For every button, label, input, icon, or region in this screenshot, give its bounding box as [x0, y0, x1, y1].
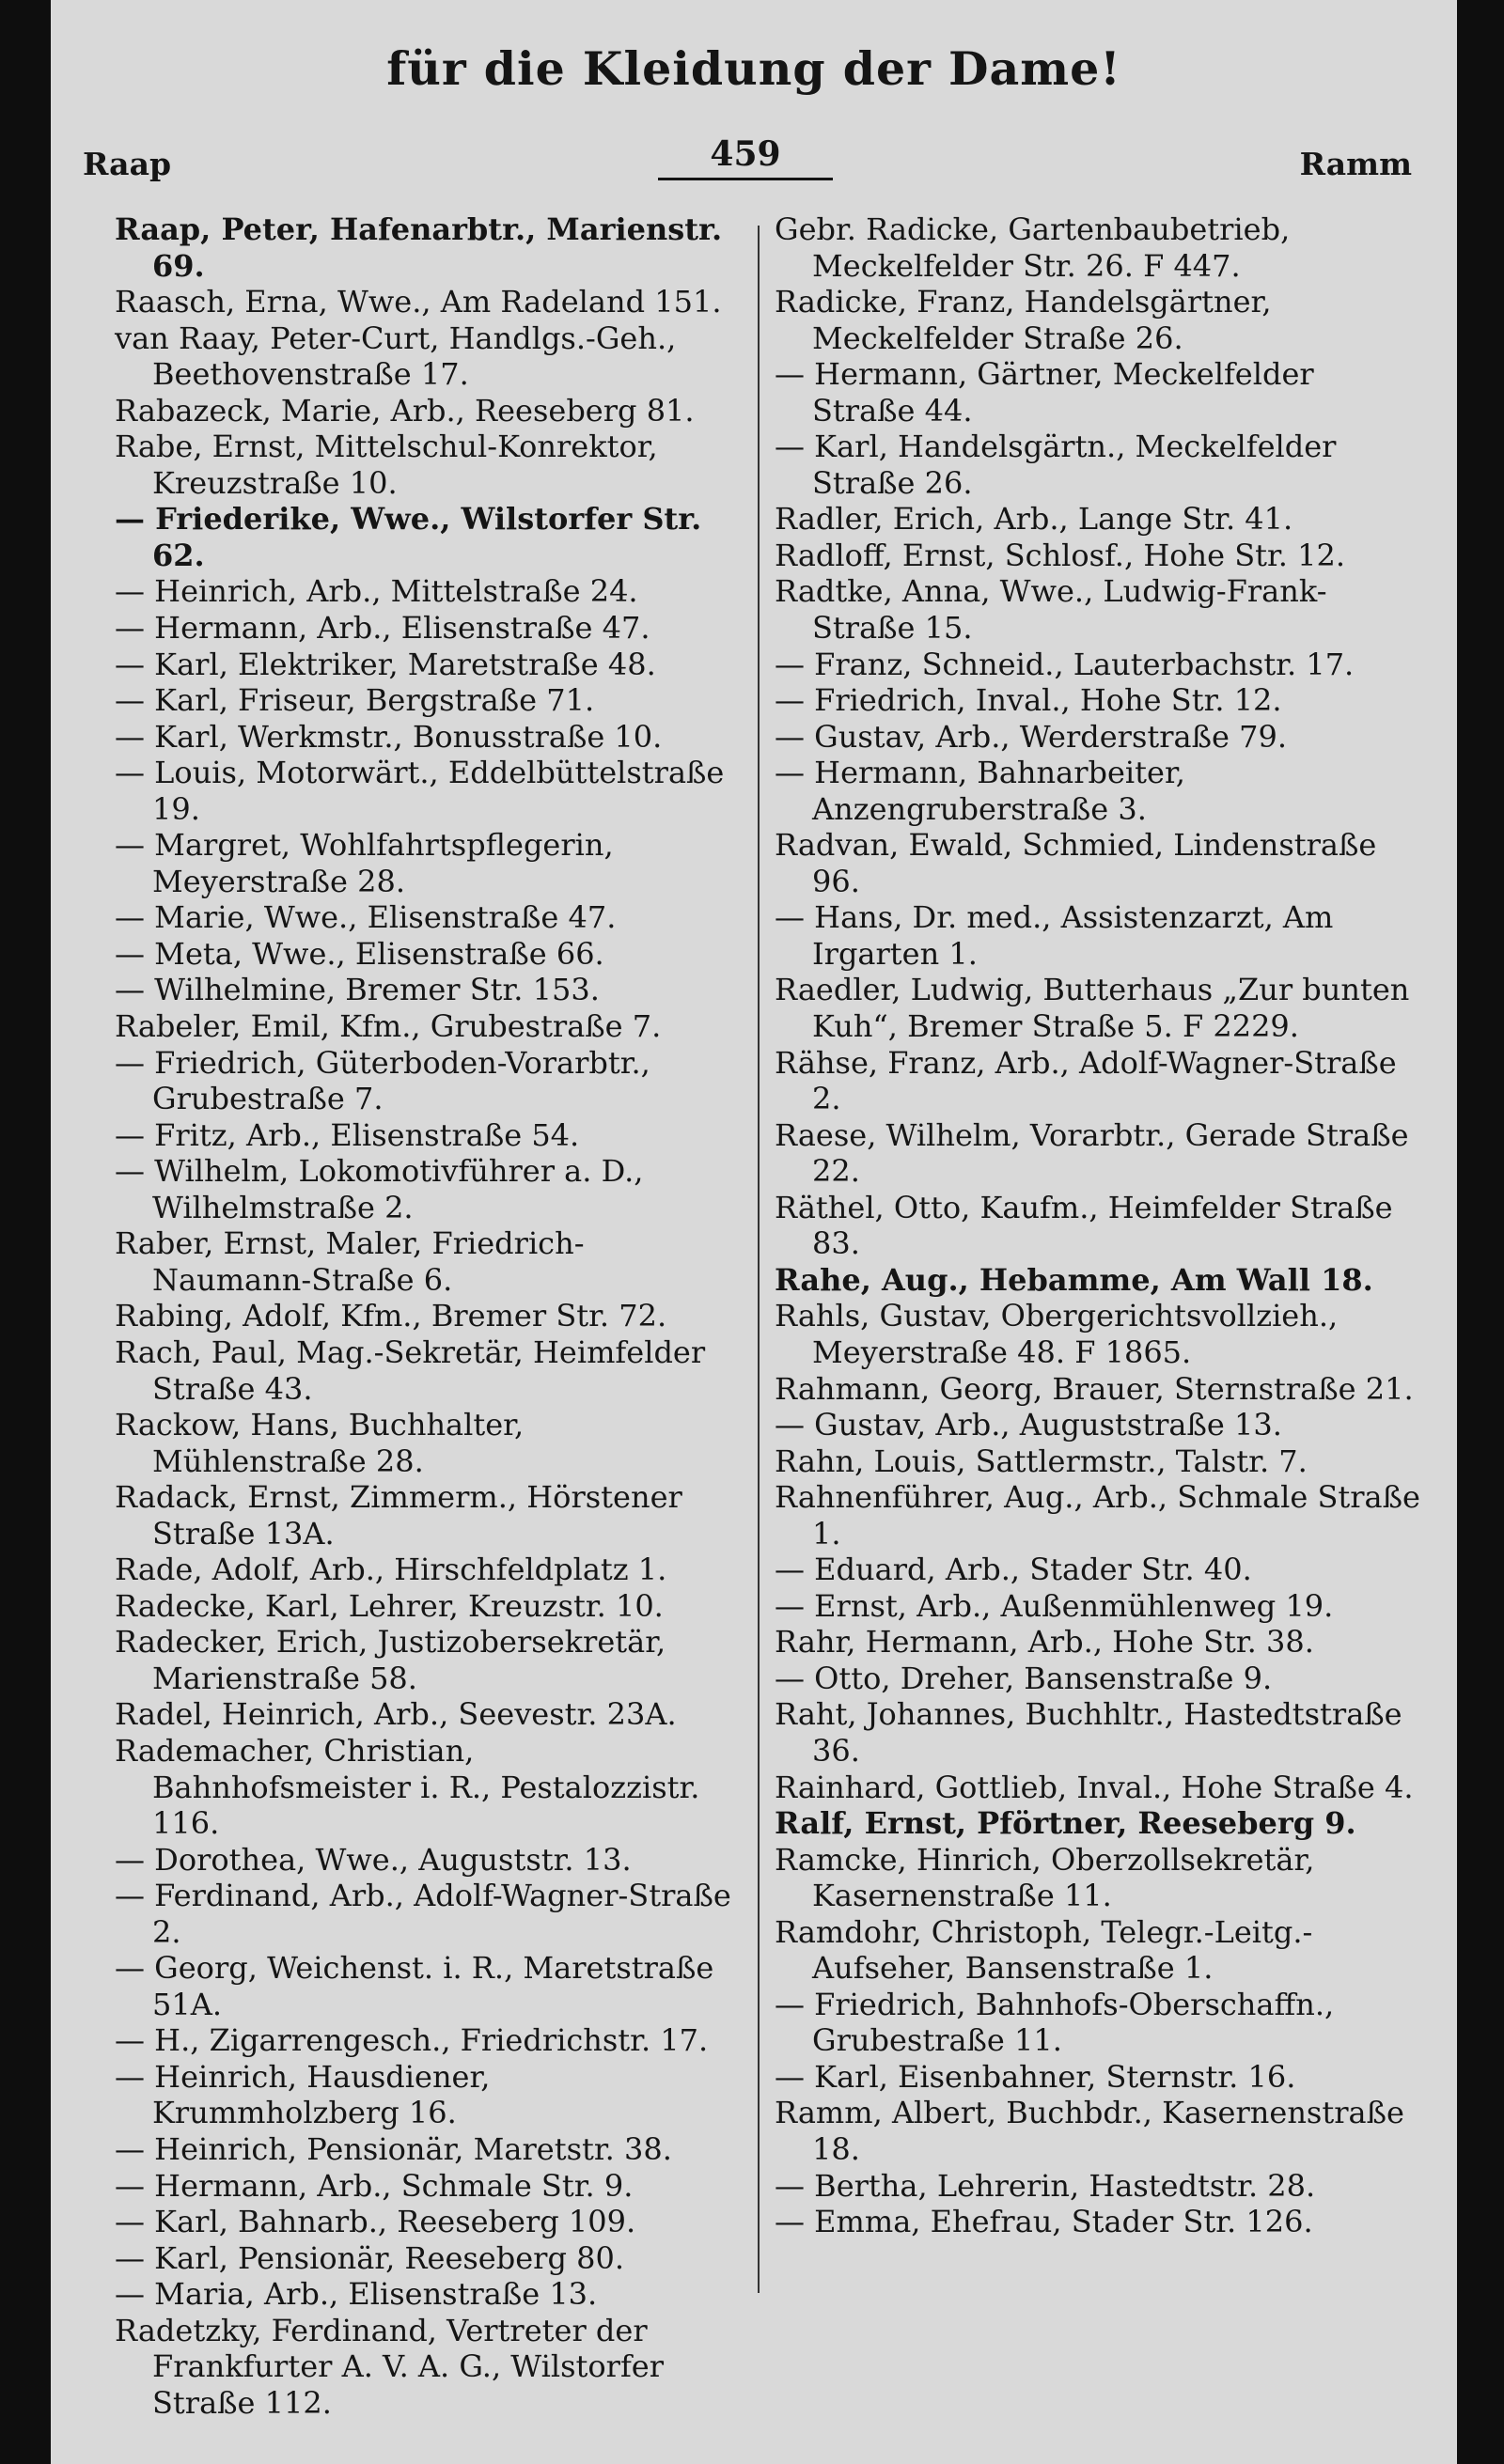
- directory-entry: van Raay, Peter-Curt, Handlgs.-Geh., Beethovenstraße 17.: [115, 320, 677, 393]
- directory-entry: Radler, Erich, Arb., Lange Str. 41.: [775, 501, 1293, 538]
- directory-entry: — Wilhelmine, Bremer Str. 153.: [115, 972, 600, 1008]
- directory-entry: — Hermann, Gärtner, Meckelfelder Straße 44.: [775, 356, 1314, 429]
- running-head-left: Raap: [83, 146, 172, 182]
- directory-entry: Radetzky, Ferdinand, Vertreter der Frankfurter A. V. A. G., Wilstorfer Straße 112.: [115, 2312, 665, 2421]
- directory-entry: Radicke, Franz, Handelsgärtner, Meckelfelder Straße 26.: [775, 284, 1272, 356]
- directory-entry: Ramm, Albert, Buchbdr., Kasernenstraße 18.: [775, 2095, 1404, 2167]
- directory-entry: — Bertha, Lehrerin, Hastedtstr. 28.: [775, 2167, 1316, 2204]
- directory-entry: Radecker, Erich, Justizobersekretär, Marienstraße 58.: [115, 1624, 666, 1696]
- directory-entry: Ralf, Ernst, Pförtner, Reeseberg 9.: [775, 1805, 1356, 1842]
- column-separator: [758, 226, 760, 2293]
- directory-entry: Rabing, Adolf, Kfm., Bremer Str. 72.: [115, 1298, 667, 1334]
- directory-entry: — Karl, Eisenbahner, Sternstr. 16.: [775, 2058, 1296, 2095]
- directory-entry: Rahnenführer, Aug., Arb., Schmale Straße 1.: [775, 1479, 1420, 1552]
- directory-entry: Rademacher, Christian, Bahnhofsmeister i. R., Pestalozzistr. 116.: [115, 1732, 700, 1842]
- running-head-right: Ramm: [1299, 146, 1412, 182]
- directory-entry: Radtke, Anna, Wwe., Ludwig-Frank-Straße 15.: [775, 573, 1327, 647]
- directory-entry: — Hermann, Arb., Schmale Str. 9.: [115, 2167, 634, 2204]
- left-column: [115, 211, 740, 2421]
- directory-entry: Rahn, Louis, Sattlermstr., Talstr. 7.: [775, 1443, 1308, 1479]
- directory-entry: Rahls, Gustav, Obergerichtsvollzieh., Meyerstraße 48. F 1865.: [775, 1298, 1339, 1370]
- directory-entry: — Karl, Elektriker, Maretstraße 48.: [115, 646, 656, 682]
- right-column: [775, 211, 1423, 2240]
- directory-entry: Rach, Paul, Mag.-Sekretär, Heimfelder Straße 43.: [115, 1333, 706, 1407]
- page-number: 459: [710, 134, 781, 174]
- directory-entry: — Margret, Wohlfahrtspflegerin, Meyerstraße 28.: [115, 827, 614, 899]
- directory-entry: Ramcke, Hinrich, Oberzollsekretär, Kasernenstraße 11.: [775, 1841, 1315, 1914]
- directory-entry: — Hans, Dr. med., Assistenzarzt, Am Irgarten 1.: [775, 899, 1334, 972]
- directory-entry: — Eduard, Arb., Stader Str. 40.: [775, 1552, 1252, 1588]
- directory-entry: Radack, Ernst, Zimmerm., Hörstener Straße 13A.: [115, 1479, 682, 1552]
- directory-entry: Räthel, Otto, Kaufm., Heimfelder Straße 83.: [775, 1189, 1393, 1262]
- directory-entry: Ramdohr, Christoph, Telegr.-Leitg.-Aufseher, Bansenstraße 1.: [775, 1913, 1313, 1987]
- directory-entry: Rabe, Ernst, Mittelschul-Konrektor, Kreuzstraße 10.: [115, 429, 658, 501]
- directory-entry: — Karl, Bahnarb., Reeseberg 109.: [115, 2204, 636, 2240]
- directory-entry: — Hermann, Arb., Elisenstraße 47.: [115, 610, 650, 647]
- advertisement-banner: für die Kleidung der Dame!: [386, 41, 1121, 96]
- directory-entry: — Karl, Pensionär, Reeseberg 80.: [115, 2239, 624, 2276]
- directory-entry: Rabeler, Emil, Kfm., Grubestraße 7.: [115, 1008, 662, 1045]
- page-number-rule: [658, 178, 833, 180]
- directory-entry: Radloff, Ernst, Schlosf., Hohe Str. 12.: [775, 537, 1345, 573]
- directory-entry: Radel, Heinrich, Arb., Seevestr. 23A.: [115, 1696, 677, 1733]
- directory-entry: Rahr, Hermann, Arb., Hohe Str. 38.: [775, 1624, 1314, 1661]
- directory-entry: Raedler, Ludwig, Butterhaus „Zur bunten Kuh“, Bremer Straße 5. F 2229.: [775, 972, 1410, 1045]
- directory-entry: Rähse, Franz, Arb., Adolf-Wagner-Straße 2.: [775, 1044, 1397, 1117]
- directory-entry: Rade, Adolf, Arb., Hirschfeldplatz 1.: [115, 1552, 667, 1588]
- directory-entry: — Ernst, Arb., Außenmühlenweg 19.: [775, 1587, 1334, 1624]
- directory-entry: — Heinrich, Arb., Mittelstraße 24.: [115, 573, 638, 610]
- directory-entry: Rainhard, Gottlieb, Inval., Hohe Straße 4.: [775, 1769, 1414, 1805]
- directory-entry: — Gustav, Arb., Auguststraße 13.: [775, 1407, 1282, 1443]
- directory-entry: — Wilhelm, Lokomotivführer a. D., Wilhelmstraße 2.: [115, 1153, 644, 1225]
- directory-entry: — Heinrich, Hausdiener, Krummholzberg 16.: [115, 2058, 491, 2131]
- directory-entry: — Franz, Schneid., Lauterbachstr. 17.: [775, 646, 1355, 682]
- directory-entry: Raap, Peter, Hafenarbtr., Marienstr. 69.: [115, 211, 723, 284]
- directory-entry: — Otto, Dreher, Bansenstraße 9.: [775, 1660, 1273, 1696]
- directory-entry: Raht, Johannes, Buchhltr., Hastedtstraße 36.: [775, 1696, 1402, 1769]
- directory-entry: — Karl, Handelsgärtn., Meckelfelder Straße 26.: [775, 429, 1337, 501]
- directory-entry: — Maria, Arb., Elisenstraße 13.: [115, 2276, 598, 2313]
- directory-entry: Raese, Wilhelm, Vorarbtr., Gerade Straße 22.: [775, 1116, 1409, 1190]
- directory-entry: — Ferdinand, Arb., Adolf-Wagner-Straße 2.: [115, 1878, 731, 1950]
- directory-entry: — H., Zigarrengesch., Friedrichstr. 17.: [115, 2022, 709, 2059]
- directory-entry: Rahe, Aug., Hebamme, Am Wall 18.: [775, 1261, 1373, 1298]
- directory-entry: — Karl, Werkmstr., Bonusstraße 10.: [115, 718, 663, 755]
- directory-entry: — Friederike, Wwe., Wilstorfer Str. 62.: [115, 501, 702, 573]
- directory-entry: Radvan, Ewald, Schmied, Lindenstraße 96.: [775, 827, 1377, 899]
- directory-entry: — Marie, Wwe., Elisenstraße 47.: [115, 899, 617, 936]
- directory-entry: — Friedrich, Bahnhofs-Oberschaffn., Grubestraße 11.: [775, 1986, 1335, 2059]
- running-head: [83, 134, 1412, 187]
- directory-entry: — Friedrich, Güterboden-Vorarbtr., Grubestraße 7.: [115, 1044, 650, 1117]
- directory-entry: — Georg, Weichenst. i. R., Maretstraße 51A.: [115, 1950, 714, 2022]
- directory-entry: Rabazeck, Marie, Arb., Reeseberg 81.: [115, 392, 695, 429]
- directory-entry: Raasch, Erna, Wwe., Am Radeland 151.: [115, 284, 722, 320]
- directory-entry: Rahmann, Georg, Brauer, Sternstraße 21.: [775, 1370, 1414, 1407]
- directory-entry: — Meta, Wwe., Elisenstraße 66.: [115, 935, 604, 972]
- directory-entry: Gebr. Radicke, Gartenbaubetrieb, Meckelfelder Str. 26. F 447.: [775, 211, 1291, 284]
- directory-entry: — Friedrich, Inval., Hohe Str. 12.: [775, 682, 1282, 719]
- directory-entry: — Dorothea, Wwe., Auguststr. 13.: [115, 1841, 632, 1878]
- directory-page: [51, 0, 1457, 2464]
- directory-entry: — Emma, Ehefrau, Stader Str. 126.: [775, 2204, 1313, 2240]
- directory-entry: — Hermann, Bahnarbeiter, Anzengruberstraße 3.: [775, 755, 1185, 827]
- directory-entry: Raber, Ernst, Maler, Friedrich-Naumann-Straße 6.: [115, 1225, 585, 1298]
- directory-entry: — Karl, Friseur, Bergstraße 71.: [115, 682, 595, 719]
- directory-entry: — Heinrich, Pensionär, Maretstr. 38.: [115, 2130, 672, 2167]
- directory-entry: Radecke, Karl, Lehrer, Kreuzstr. 10.: [115, 1587, 664, 1624]
- directory-entry: Rackow, Hans, Buchhalter, Mühlenstraße 28.: [115, 1407, 525, 1479]
- directory-entry: — Fritz, Arb., Elisenstraße 54.: [115, 1116, 580, 1153]
- directory-entry: — Louis, Motorwärt., Eddelbüttelstraße 19.: [115, 755, 725, 827]
- directory-entry: — Gustav, Arb., Werderstraße 79.: [775, 718, 1287, 755]
